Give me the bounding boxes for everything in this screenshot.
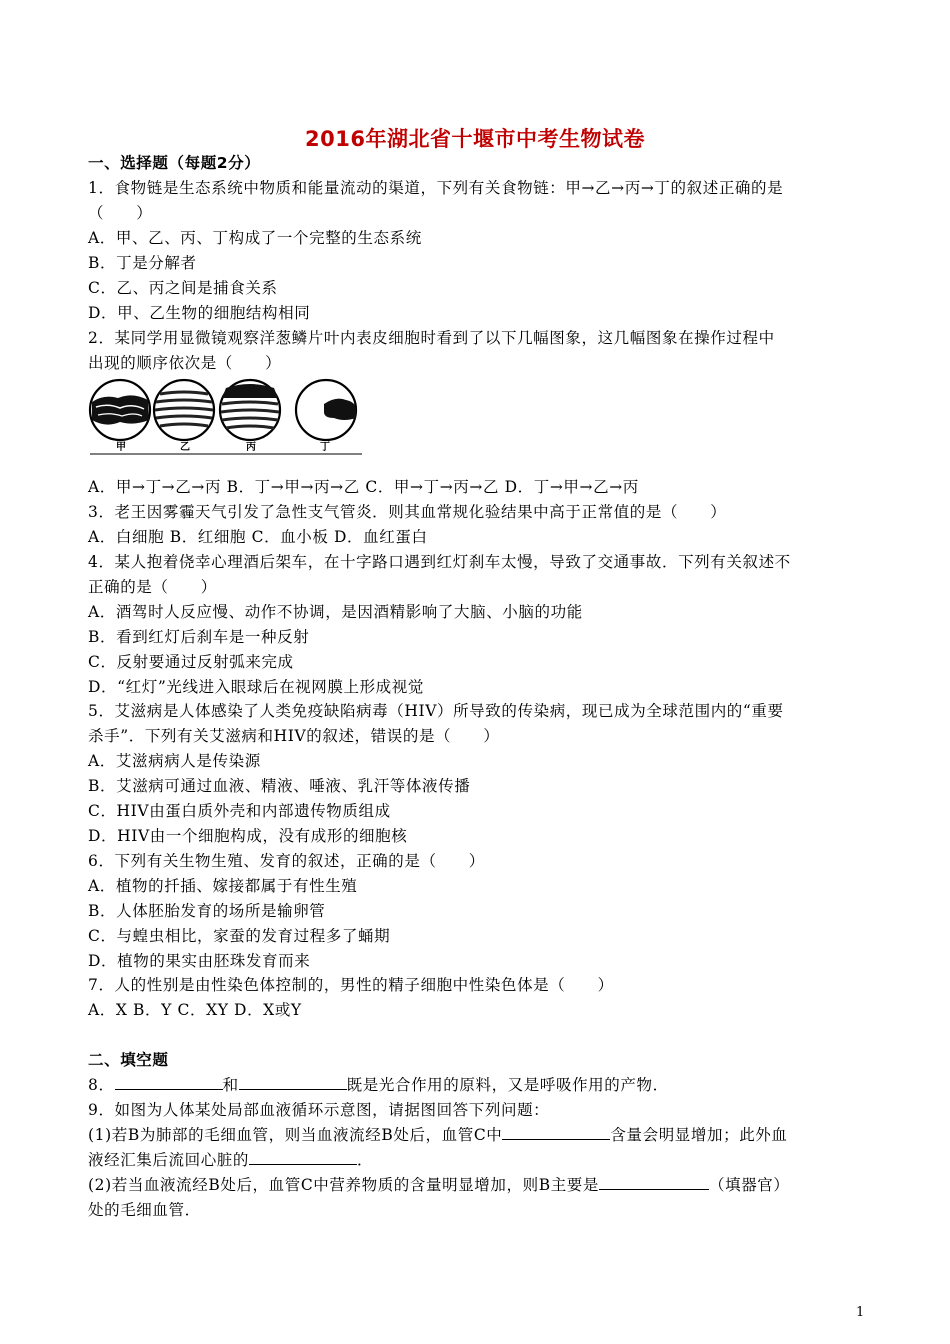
- q9-blank-2[interactable]: [249, 1150, 357, 1165]
- q9-part1-text-b: 含量会明显增加；此外血: [610, 1126, 788, 1144]
- q3-options: A．白细胞 B．红细胞 C．血小板 D．血红蛋白: [88, 528, 428, 546]
- q1-option-b: B．丁是分解者: [88, 254, 197, 272]
- q2-stem-line2: 出现的顺序依次是（ ）: [88, 354, 282, 372]
- q4-stem-line2: 正确的是（ ）: [88, 578, 217, 596]
- page-number: 1: [856, 1305, 865, 1320]
- page-title: 2016年湖北省十堰市中考生物试卷: [305, 127, 645, 151]
- q1-option-d: D．甲、乙生物的细胞结构相同: [88, 304, 311, 322]
- microscope-view-jia: [90, 380, 150, 440]
- q9-part1-text-d: ．: [357, 1151, 374, 1169]
- figure-label-ding: 丁: [320, 442, 330, 453]
- q8-prefix: 8．: [88, 1076, 115, 1094]
- q9-part1-text-c: 液经汇集后流回心脏的: [88, 1151, 250, 1169]
- q9-part1-line2: [88, 1148, 373, 1170]
- q1-stem: 1．食物链是生态系统中物质和能量流动的渠道，下列有关食物链：甲→乙→丙→丁的叙述正确的是: [88, 179, 784, 197]
- q6-option-a: A．植物的扦插、嫁接都属于有性生殖: [88, 877, 358, 895]
- q6-option-b: B．人体胚胎发育的场所是输卵管: [88, 902, 326, 920]
- q2-stem-line1: 2．某同学用显微镜观察洋葱鳞片叶内表皮细胞时看到了以下几幅图象，这几幅图象在操作过程中: [88, 329, 775, 347]
- q5-stem-line1: 5．艾滋病是人体感染了人类免疫缺陷病毒（HIV）所导致的传染病，现已成为全球范围内的“重要: [88, 702, 784, 720]
- q7-options: A．X B．Y C．XY D．X或Y: [88, 1001, 302, 1019]
- q7-stem: 7．人的性别是由性染色体控制的，男性的精子细胞中性染色体是（ ）: [88, 976, 614, 994]
- q5-option-b: B．艾滋病可通过血液、精液、唾液、乳汗等体液传播: [88, 777, 471, 795]
- figure-label-yi: 乙: [180, 442, 190, 453]
- q9-blank-3[interactable]: [599, 1175, 709, 1190]
- q6-option-c: C．与蝗虫相比，家蚕的发育过程多了蛹期: [88, 927, 391, 945]
- q6-option-d: D．植物的果实由胚珠发育而来: [88, 952, 311, 970]
- q5-option-c: C．HIV由蛋白质外壳和内部遗传物质组成: [88, 802, 391, 820]
- q5-option-a: A．艾滋病病人是传染源: [88, 752, 261, 770]
- q4-stem-line1: 4．某人抱着侥幸心理酒后架车，在十字路口遇到红灯刹车太慢，导致了交通事故．下列有关叙述不: [88, 553, 791, 571]
- q8-blank-1[interactable]: [115, 1075, 223, 1090]
- q1-paren: （ ）: [88, 204, 153, 222]
- q3-stem: 3．老王因雾霾天气引发了急性支气管炎．则其血常规化验结果中高于正常值的是（ ）: [88, 503, 727, 521]
- q5-option-d: D．HIV由一个细胞构成，没有成形的细胞核: [88, 827, 408, 845]
- q6-stem: 6．下列有关生物生殖、发育的叙述，正确的是（ ）: [88, 852, 485, 870]
- q4-option-b: B．看到红灯后刹车是一种反射: [88, 628, 310, 646]
- q9-stem: 9．如图为人体某处局部血液循环示意图，请据图回答下列问题：: [88, 1101, 550, 1119]
- microscope-view-yi: [154, 380, 214, 440]
- q8-line: [88, 1073, 669, 1095]
- q1-option-a: A．甲、乙、丙、丁构成了一个完整的生态系统: [88, 229, 422, 247]
- q9-blank-1[interactable]: [502, 1125, 610, 1140]
- q9-part1-text-a: (1)若B为肺部的毛细血管，则当血液流经B处后，血管C中: [88, 1126, 503, 1144]
- q9-part2-text-a: (2)若当血液流经B处后，血管C中营养物质的含量明显增加，则B主要是: [88, 1176, 599, 1194]
- q4-option-a: A．酒驾时人反应慢、动作不协调，是因酒精影响了大脑、小脑的功能: [88, 603, 583, 621]
- figure-label-jia: 甲: [116, 442, 126, 453]
- figure-label-bing: 丙: [246, 442, 256, 453]
- section-heading-fill: 二、填空题: [88, 1051, 169, 1069]
- q8-blank-2[interactable]: [239, 1075, 347, 1090]
- q8-mid: 和: [222, 1076, 239, 1094]
- microscope-view-bing: [220, 380, 280, 440]
- q5-stem-line2: 杀手”．下列有关艾滋病和HIV的叙述，错误的是（ ）: [88, 727, 500, 745]
- microscope-view-ding: [296, 380, 356, 440]
- q8-suffix: 既是光合作用的原料，又是呼吸作用的产物．: [346, 1076, 669, 1094]
- q9-part1-line1: [88, 1123, 788, 1145]
- q9-part2-line1: [88, 1173, 790, 1195]
- q1-option-c: C．乙、丙之间是捕食关系: [88, 279, 278, 297]
- q9-part2-line2: 处的毛细血管．: [88, 1201, 201, 1219]
- q4-option-c: C．反射要通过反射弧来完成: [88, 653, 294, 671]
- q2-options: A．甲→丁→乙→丙 B．丁→甲→丙→乙 C．甲→丁→丙→乙 D．丁→甲→乙→丙: [88, 478, 639, 496]
- q4-option-d: D．“红灯”光线进入眼球后在视网膜上形成视觉: [88, 678, 424, 696]
- q9-part2-text-b: （填器官）: [709, 1176, 790, 1194]
- section-heading-choice: 一、选择题（每题2分）: [88, 154, 261, 172]
